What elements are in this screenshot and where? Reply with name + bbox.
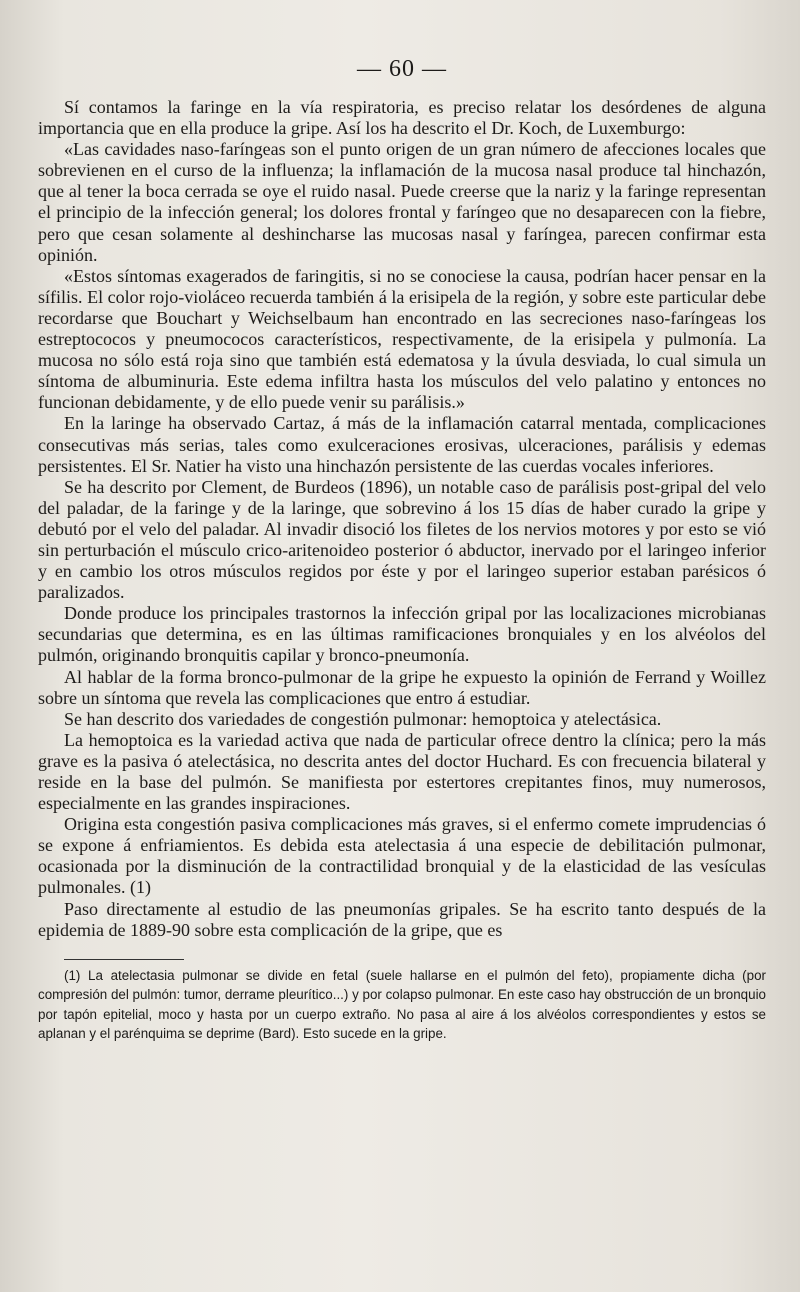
paragraph: Sí contamos la faringe en la vía respiratoria, es preciso relatar los desórdenes de alguna importancia que en ella produce la gripe. Así los ha descrito el Dr. Koch, de Luxemburgo: [38,97,766,139]
footnote-divider [64,959,184,960]
page-number: — 60 — [357,56,447,82]
paragraph: «Las cavidades naso-faríngeas son el punto origen de un gran número de afecciones locales que sobrevienen en el curso de la influenza; la inflamación de la mucosa nasal produce tal hinchazón, que al tener la boca cerrada se oye el ruido nasal. Puede creerse que la nariz y la faringe representan el principio de la infección general; los dolores frontal y faríngeo que no desaparecen con la fiebre, pero que cesan solamente al deshincharse las mucosas nasal y faríngea, parecen confirmar esta opinión. [38,139,766,265]
paragraph: Se ha descrito por Clement, de Burdeos (1896), un notable caso de parálisis post-gripal del velo del paladar, de la faringe y de la laringe, que sobrevino á los 15 días de haber curado la gripe y debutó por el velo del paladar. Al invadir disoció los filetes de los nervios motores y por esto se vió sin perturbación el músculo crico-aritenoideo posterior ó abductor, inervado por el laringeo inferior y en cambio los otros músculos regidos por éste y por el laringeo superior estaban parésicos ó paralizados. [38,476,766,603]
footnote: (1) La atelectasia pulmonar se divide en fetal (suele hallarse en el pulmón del feto), propiamente dicha (por compresión del pulmón: tumor, derrame pleurítico...) y por colapso pulmonar. En este caso hay obstrucción de un bronquio por tapón epitelial, moco y hasta por un cuerpo extraño. No pasa al aire á los alvéolos correspondientes y estos se aplanan y el parénquima se deprime (Bard). Esto sucede en la gripe. [38,967,766,1042]
paragraph: «Estos síntomas exagerados de faringitis, si no se conociese la causa, podrían hacer pensar en la sífilis. El color rojo-violáceo recuerda también á la erisipela de la región, y sobre este particular debe recordarse que Bouchart y Weichselbaum han encontrado en las secreciones naso-faríngeas los estreptococos y pneumococos característicos, respectivamente, de la erisipela y pulmonía. La mucosa no sólo está roja sino que también está edematosa y la úvula desviada, lo cual simula un síntoma de albuminuria. Este edema infiltra hasta los músculos del velo palatino y entonces no funcionan debidamente, y de ello puede venir su parálisis.» [38,265,766,413]
paragraph: Al hablar de la forma bronco-pulmonar de la gripe he expuesto la opinión de Ferrand y Woillez sobre un síntoma que revela las complicaciones que entro á estudiar. [38,666,766,708]
paragraph: Origina esta congestión pasiva complicaciones más graves, si el enfermo comete imprudencias ó se expone á enfriamientos. Es debida esta atelectasia á una especie de debilitación pulmonar, ocasionada por la disminución de la contractilidad bronquial y de la elasticidad de las vesículas pulmonales. (1) [38,814,766,898]
paragraph: En la laringe ha observado Cartaz, á más de la inflamación catarral mentada, complicaciones consecutivas más serias, tales como exulceraciones erosivas, ulceraciones, parálisis y edemas persistentes. El Sr. Natier ha visto una hinchazón persistente de las cuerdas vocales inferiores. [38,413,766,476]
body-text [38,97,766,941]
paragraph: Se han descrito dos variedades de congestión pulmonar: hemoptoica y atelectásica. [64,708,662,729]
paragraph: Paso directamente al estudio de las pneumonías gripales. Se ha escrito tanto después de la epidemia de 1889-90 sobre esta complicación de la gripe, que es [38,898,766,940]
paragraph: La hemoptoica es la variedad activa que nada de particular ofrece dentro la clínica; pero la más grave es la pasiva ó atelectásica, no descrita antes del doctor Huchard. Es con frecuencia bilateral y reside en la base del pulmón. Se manifiesta por estertores crepitantes finos, muy numerosos, especialmente en las grandes inspiraciones. [38,729,766,814]
paragraph: Donde produce los principales trastornos la infección gripal por las localizaciones microbianas secundarias que determina, es en las últimas ramificaciones bronquiales y en los alvéolos del pulmón, originando bronquitis capilar y bronco-pneumonía. [38,603,766,666]
